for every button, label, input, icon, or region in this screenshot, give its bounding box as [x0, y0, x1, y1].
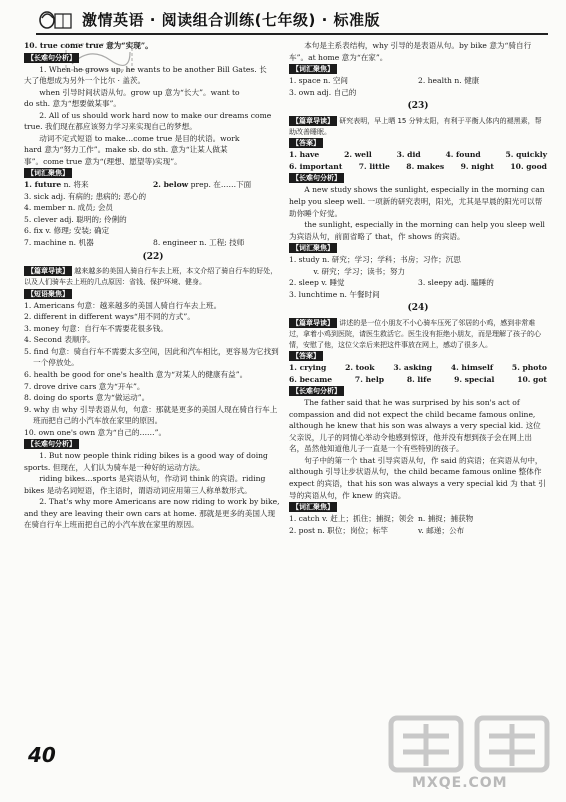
- text-line: 大了他想成为另外一个比尔 · 盖茨。: [24, 76, 146, 86]
- vocab-item: 5. clever adj. 聪明的; 伶俐的: [24, 214, 127, 224]
- text-line: true. 我们现在都应该努力学习来实现自己的梦想。: [24, 122, 197, 132]
- text-line: 1. But now people think riding bikes is a good way of doing sports. 但现在，人们认为骑车是一种好的运动方法。: [24, 451, 268, 472]
- section-tag: 【篇章导读】: [289, 116, 337, 126]
- vocab-item: 2. health n. 健康: [418, 76, 480, 86]
- vocab-row: [289, 513, 547, 525]
- answer-word: 5. photo: [511, 363, 547, 373]
- text-line: do sth. 意为“想要做某事”。: [24, 99, 122, 109]
- text-line: A new study shows the sunlight, especially in the morning can help you sleep well. 一项新的研究表明，阳光，尤其是早晨的阳光可以帮助你睡个好觉。: [289, 185, 545, 218]
- vocab-item: 7. machine n. 机器: [24, 237, 94, 247]
- vocab-item: 3. sleepy adj. 瞌睡的: [418, 278, 494, 288]
- vocab-item: 1. catch v. 赶上；抓住；捕捉；领会: [289, 514, 414, 524]
- section-tag: 【长难句分析】: [24, 439, 79, 449]
- answer-item: 9. why 由 why 引导表语从句，句意：那就是更多的美国人现在骑自行车上班而把自己的小汽车放在家里的原因。: [24, 404, 278, 426]
- header-title: 激情英语 · 阅读组合训练(七年级) · 标准版: [82, 11, 380, 29]
- text-line: The father said that he was surprised by his son's act of compassion and did not expect the child became famous online, although he knew that his son was always a very special kid. 这位父亲说，儿子的同情心举动令他感到惊讶，他并没有想到孩子会在网上出名，虽然他知道他儿子一直是一个有些特别的孩子。: [289, 398, 541, 454]
- section-tag: 【长难句分析】: [289, 173, 344, 183]
- answer-row: [289, 161, 547, 173]
- answer-word: 7. help: [354, 374, 385, 384]
- answer-row: [289, 362, 547, 374]
- vocab-item: 3. own adj. 自己的: [289, 87, 357, 97]
- vocab-row: [289, 525, 547, 537]
- answer-word: 9. special: [454, 374, 495, 384]
- guide-text: 越来越多的美国人骑自行车去上班，本文介绍了骑自行车的好处，以及人们骑车去上班的几点原因：省钱、保护环境、健身。: [24, 267, 278, 287]
- vocab-row: [289, 277, 547, 289]
- vocab-item: 2. sleep v. 睡觉: [289, 278, 345, 288]
- vocab-item: 1. study n. 研究；学习；学科；书房；习作；沉思: [289, 255, 461, 265]
- answer-item: 6. health be good for one's health 意为“对某人的健康有益”。: [24, 369, 248, 379]
- text-line: hard 意为“努力工作”。make sb. do sth. 意为“让某人做某: [24, 145, 228, 155]
- vocab-def: prep. 在……下面: [190, 180, 252, 190]
- section-tag: 【词汇聚焦】: [289, 502, 337, 512]
- answer-word: 5. quickly: [505, 150, 547, 160]
- section-tag: 【词汇聚焦】: [289, 243, 337, 253]
- section-number: (23): [407, 101, 429, 112]
- section-tag: 【长难句分析】: [289, 386, 344, 396]
- answer-word: 1. crying: [289, 363, 327, 373]
- left-column: [24, 40, 282, 531]
- vocab-word: 2. below: [153, 180, 189, 190]
- answer-row: [289, 149, 547, 161]
- text-line: when 引导时间状语从句。grow up 意为“长大”。want to: [39, 87, 240, 97]
- answer-item: 7. drove drive cars 意为“开车”。: [24, 381, 145, 391]
- vocab-def: n. 将来: [63, 180, 89, 190]
- vocab-item: v. 研究；学习；读书；努力: [313, 266, 406, 276]
- section-tag: 【短语聚焦】: [24, 289, 72, 299]
- text-line: 动词不定式短语 to make…come true 是目的状语。work: [39, 133, 240, 143]
- vocab-item: 4. member n. 成员; 会员: [24, 203, 114, 213]
- vocab-row: [289, 75, 547, 87]
- answer-word: 8. makes: [406, 161, 445, 171]
- answer-item: 8. doing do sports 意为“做运动”。: [24, 393, 150, 403]
- section-tag: 【词汇聚焦】: [24, 168, 72, 178]
- text-line: 事”。come true 意为“(理想、愿望等)实现”。: [24, 156, 182, 166]
- answer-word: 10. got: [517, 374, 547, 384]
- guide-text: 研究表明，早上晒 15 分钟太阳，有利于平衡人体内的褪黑素，帮助改善睡眠。: [289, 116, 542, 136]
- answer-word: 4. himself: [450, 363, 494, 373]
- answer-word: 1. have: [289, 150, 320, 160]
- watermark-text: MXQE.COM: [412, 775, 508, 791]
- vocab-item: 8. engineer n. 工程; 技师: [153, 237, 245, 247]
- vocab-item: 2. post n. 职位；岗位；标竿: [289, 525, 388, 535]
- section-tag: 【长难句分析】: [24, 53, 79, 63]
- section-number: (22): [142, 251, 164, 262]
- answer-row: [289, 374, 547, 386]
- text-line: the sunlight, especially in the morning can help you sleep well 为宾语从句，前面省略了 that，作 shows 的宾语。: [289, 220, 545, 241]
- section-tag: 【答案】: [289, 138, 323, 148]
- right-column: [289, 40, 547, 536]
- page-number: 40: [28, 743, 56, 767]
- answer-word: 2. took: [345, 363, 375, 373]
- answer-word: 8. life: [406, 374, 432, 384]
- section-tag: 【答案】: [289, 351, 323, 361]
- header-rule: [36, 33, 548, 35]
- text-line: 本句是主系表结构，why 引导的是表语从句。by bike 意为“骑自行车”。at home 意为“在家”。: [289, 41, 532, 62]
- vocab-item: 3. lunchtime n. 午餐时间: [289, 289, 380, 299]
- page-header: [0, 0, 566, 40]
- answer-item: 1. Americans 句意：越来越多的美国人骑自行车去上班。: [24, 300, 222, 310]
- vocab-item: 3. sick adj. 有病的; 患病的; 恶心的: [24, 191, 147, 201]
- answer-item: 4. Second 表顺序。: [24, 335, 95, 345]
- vocab-item: 6. fix v. 修理; 安装; 确定: [24, 226, 110, 236]
- answer-item: 10. own one's own 意为“自己的……”。: [24, 427, 167, 437]
- answer-word: 7. little: [358, 161, 390, 171]
- answer-item: 3. money 句意：自行车不需要花很多钱。: [24, 323, 168, 333]
- vocab-row: [24, 237, 282, 249]
- answer-word: 10. good: [510, 161, 547, 171]
- text-line: 2. All of us should work hard now to make our dreams come: [39, 110, 272, 120]
- answer-word: 9. night: [460, 161, 494, 171]
- vocab-row: [24, 179, 282, 191]
- guide-text: 讲述的是一位小朋友不小心骑车压死了邻居的小鸡，感到非常难过，拿着小鸡到医院，请医生救活它。医生没有拒绝小朋友，而是理解了孩子的心情，安慰了他，这位父亲后来把这件事放在网上，感动了很多人。: [289, 318, 541, 349]
- answer-word: 6. important: [289, 161, 343, 171]
- answer-word: 3. asking: [393, 363, 433, 373]
- text-line: 1. When he grows up, he wants to be another Bill Gates. 长: [39, 64, 267, 74]
- section-tag: 【篇章导读】: [24, 266, 72, 276]
- vocab-item: v. 邮递；公布: [418, 525, 465, 535]
- answer-item: 5. find 句意：骑自行车不需要太多空间，因此和汽车相比，更容易为它找到一个停放处。: [24, 346, 279, 368]
- answer-word: 2. well: [344, 150, 372, 160]
- answer-word: 4. found: [445, 150, 481, 160]
- section-tag: 【词汇聚焦】: [289, 64, 337, 74]
- vocab-item: 1. space n. 空间: [289, 76, 349, 86]
- answer-word: 3. did: [396, 150, 421, 160]
- answer-word: 6. became: [289, 374, 333, 384]
- section-tag: 【篇章导读】: [289, 318, 337, 328]
- text-line: 句子中的第一个 that 引导宾语从句，作 said 的宾语；在宾语从句中，although 引导让步状语从句，the child became famous online 整体作 expect 的宾语，that his son was always a very special kid 为 that 引导的宾语从句，作 knew 的宾语。: [289, 455, 546, 500]
- answer-line: 10. true come true 意为“实现”。: [24, 41, 153, 50]
- section-number: (24): [407, 303, 429, 314]
- vocab-word: 1. future: [24, 180, 62, 190]
- text-line: 2. That's why more Americans are now riding to work by bike, and they are leaving their own cars at home. 那就是更多的美国人现在骑自行车上班而把自己的小汽车放在家里的原因。: [24, 497, 280, 530]
- text-line: riding bikes…sports 是宾语从句，作动词 think 的宾语。riding bikes 是动名词短语，作主语时，谓语动词应用第三人称单数形式。: [24, 474, 266, 495]
- answer-item: 2. different in different ways“用不同的方式”。: [24, 312, 195, 322]
- vocab-item: n. 捕捉；捕获物: [418, 514, 474, 524]
